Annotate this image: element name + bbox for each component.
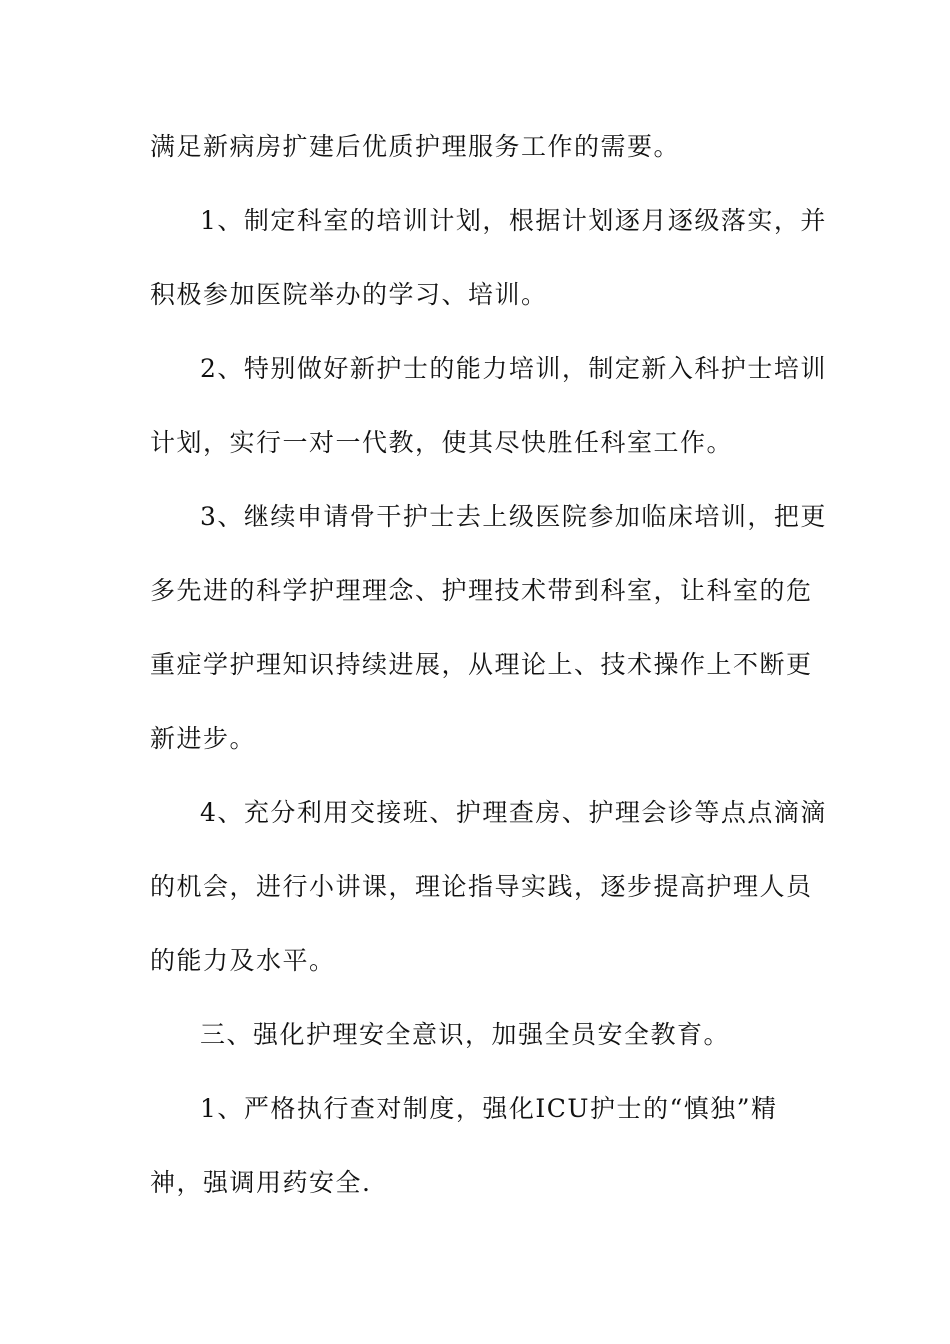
text-line: 重症学护理知识持续进展，从理论上、技术操作上不断更 xyxy=(150,650,813,679)
text-line: 计划，实行一对一代教，使其尽快胜任科室工作。 xyxy=(150,428,734,457)
document-body xyxy=(150,128,827,1238)
text-line: 多先进的科学护理理念、护理技术带到科室，让科室的危 xyxy=(150,576,813,605)
text-line: 积极参加医院举办的学习、培训。 xyxy=(150,280,548,309)
section-heading: 三、强化护理安全意识，加强全员安全教育。 xyxy=(200,1020,731,1049)
text-line: 4、充分利用交接班、护理查房、护理会诊等点点滴滴 xyxy=(200,798,827,827)
text-line: 满足新病房扩建后优质护理服务工作的需要。 xyxy=(150,132,681,161)
text-line: 新进步。 xyxy=(150,724,257,753)
text-line: 1、制定科室的培训计划，根据计划逐月逐级落实，并 xyxy=(200,206,827,235)
text-line: 2、特别做好新护士的能力培训，制定新入科护士培训 xyxy=(200,354,827,383)
text-line: 3、继续申请骨干护士去上级医院参加临床培训，把更 xyxy=(200,502,827,531)
text-line: 1、严格执行查对制度，强化ICU护士的“慎独”精 xyxy=(200,1094,778,1123)
text-line: 的能力及水平。 xyxy=(150,946,336,975)
text-line: 神，强调用药安全. xyxy=(150,1168,372,1197)
text-line: 的机会，进行小讲课，理论指导实践，逐步提高护理人员 xyxy=(150,872,813,901)
